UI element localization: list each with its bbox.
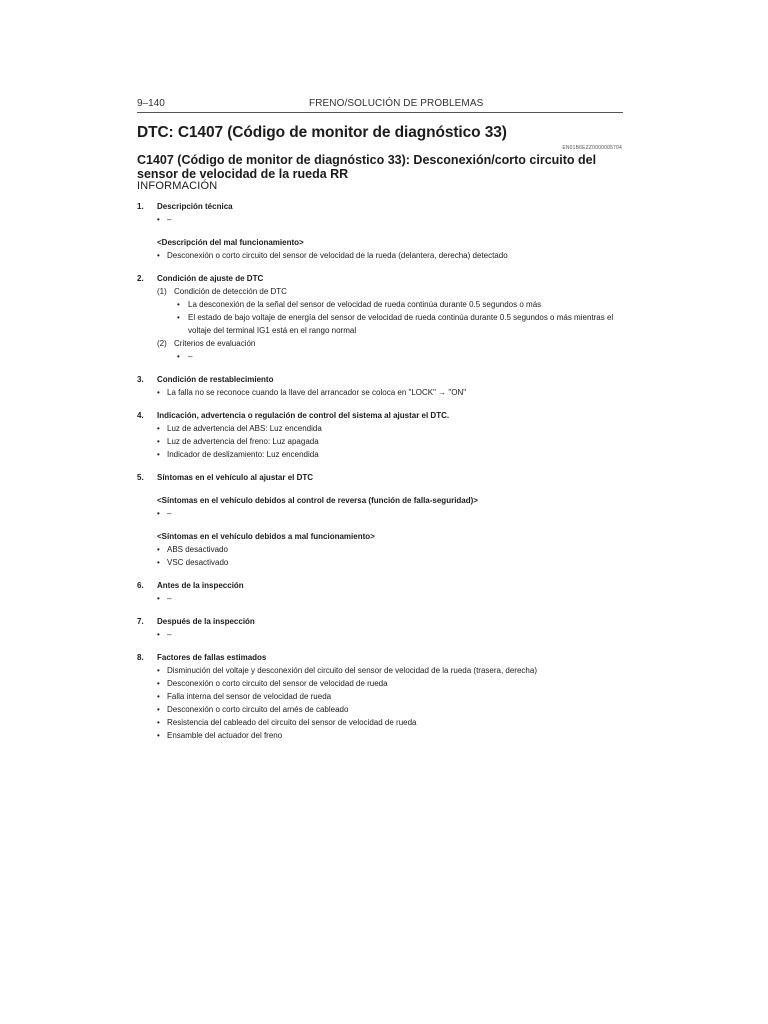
section-heading: Condición de restablecimiento: [157, 375, 274, 384]
section-number: 6.: [137, 581, 144, 590]
section-heading: Factores de fallas estimados: [157, 653, 267, 662]
section-number: 1.: [137, 202, 144, 211]
section-8: [137, 651, 627, 742]
list-item: • –: [157, 213, 627, 226]
numbered-item: [157, 337, 627, 363]
subsection-heading: <Síntomas en el vehículo debidos a mal funcionamiento>: [157, 532, 375, 541]
list-item: • –: [177, 350, 627, 363]
list-item: • VSC desactivado: [157, 556, 627, 569]
list-item: • Disminución del voltaje y desconexión del circuito del sensor de velocidad de la rueda (trasera, derecha): [157, 664, 627, 677]
list-item: • ABS desactivado: [157, 543, 627, 556]
content-body: [137, 200, 627, 742]
section-number: 3.: [137, 375, 144, 384]
section-1: [137, 200, 627, 262]
list-item: • La falla no se reconoce cuando la llave del arrancador se coloca en "LOCK" → "ON": [157, 386, 627, 399]
section-number: 8.: [137, 653, 144, 662]
page-title: DTC: C1407 (Código de monitor de diagnóstico 33): [137, 124, 507, 141]
section-2: [137, 272, 627, 363]
section-title: FRENO/SOLUCIÓN DE PROBLEMAS: [309, 98, 484, 109]
list-item: • El estado de bajo voltaje de energía del sensor de velocidad de rueda continúa durante 0.5 segundos o más mientras el voltaje del terminal IG1 está en el rango normal: [177, 311, 627, 337]
section-heading: Indicación, advertencia o regulación de control del sistema al ajustar el DTC.: [157, 411, 450, 420]
running-header: [137, 98, 622, 112]
section-4: [137, 409, 627, 461]
section-7: [137, 615, 627, 641]
page-number: 9–140: [137, 98, 165, 109]
section-number: 7.: [137, 617, 144, 626]
section-3: [137, 373, 627, 399]
section-number: 4.: [137, 411, 144, 420]
list-item: • Falla interna del sensor de velocidad de rueda: [157, 690, 627, 703]
item-number: (2): [157, 339, 167, 348]
section-5: [137, 471, 627, 569]
list-item: • Desconexión o corto circuito del sensor de velocidad de la rueda (delantera, derecha) detectado: [157, 249, 627, 262]
section-heading: Síntomas en el vehículo al ajustar el DTC: [157, 473, 314, 482]
list-item: • –: [157, 507, 627, 520]
item-number: (1): [157, 287, 167, 296]
dtc-subtitle: C1407 (Código de monitor de diagnóstico 33): Desconexión/corto circuito del sensor de velocidad de la rueda RR: [137, 153, 597, 181]
list-item: • –: [157, 628, 627, 641]
subsection-heading: <Descripción del mal funcionamiento>: [157, 238, 304, 247]
info-label: INFORMACIÓN: [137, 180, 218, 192]
numbered-item: [157, 285, 627, 337]
subsection-heading: <Síntomas en el vehículo debidos al control de reversa (función de falla-seguridad)>: [157, 496, 478, 505]
section-number: 5.: [137, 473, 144, 482]
list-item: • Resistencia del cableado del circuito del sensor de velocidad de rueda: [157, 716, 627, 729]
list-item: • La desconexión de la señal del sensor de velocidad de rueda continúa durante 0.5 segundos o más: [177, 298, 627, 311]
list-item: • Luz de advertencia del freno: Luz apagada: [157, 435, 627, 448]
list-item: • Luz de advertencia del ABS: Luz encendida: [157, 422, 627, 435]
item-label: Criterios de evaluación: [174, 339, 256, 348]
list-item: • –: [157, 592, 627, 605]
section-6: [137, 579, 627, 605]
section-heading: Antes de la inspección: [157, 581, 244, 590]
document-code: EN01B6EZZ0000005704: [562, 145, 622, 151]
section-heading: Después de la inspección: [157, 617, 255, 626]
list-item: • Ensamble del actuador del freno: [157, 729, 627, 742]
list-item: • Indicador de deslizamiento: Luz encendida: [157, 448, 627, 461]
section-heading: Condición de ajuste de DTC: [157, 274, 264, 283]
section-heading: Descripción técnica: [157, 202, 233, 211]
item-label: Condición de detección de DTC: [174, 287, 287, 296]
header-rule: [137, 112, 623, 113]
list-item: • Desconexión o corto circuito del sensor de velocidad de rueda: [157, 677, 627, 690]
list-item: • Desconexión o corto circuito del arnés de cableado: [157, 703, 627, 716]
section-number: 2.: [137, 274, 144, 283]
